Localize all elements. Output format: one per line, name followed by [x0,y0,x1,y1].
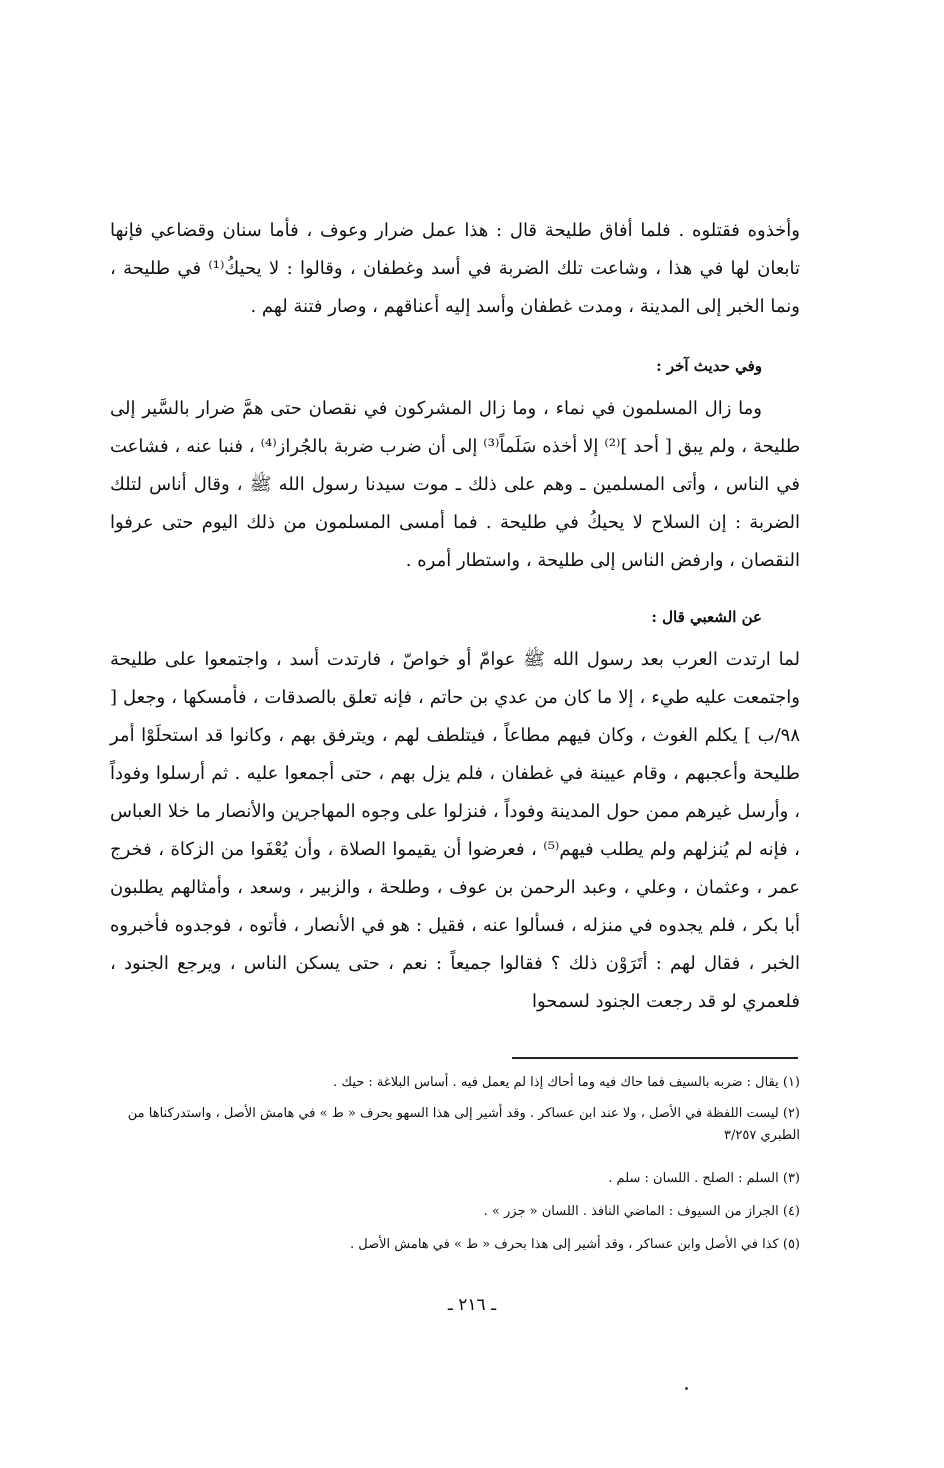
paragraph-1: وأخذوه فقتلوه . فلما أفاق طليحة قال : هذا عمل ضرار وعوف ، فأما سنان وقضاعي فإنها تابعان لها في هذا ، وشاعت تلك الضربة في أسد وغطفان ، وقالوا : لا يحيكُ⁽¹⁾ في طليحة ، ونما الخبر إلى المدينة ، ومدت غطفان وأسد إليه أعناقهم ، وصار فتنة لهم . [110,220,801,317]
body-text-section-3 [110,641,800,1021]
footnote-divider [512,1057,798,1059]
body-text-section-2 [110,390,800,580]
footnote-2: (٢) ليست اللفظة في الأصل ، ولا عند ابن عساكر . وقد أشير إلى هذا السهو بحرف « ط » في هامش الأصل ، واستدركناها من الطبري ٣/٢٥٧ [127,1106,800,1143]
paragraph-2: وما زال المسلمون في نماء ، وما زال المشركون في نقصان حتى همَّ ضرار بالسَّير إلى طليحة ، ولم يبق [ أحد ]⁽²⁾ إلا أخذه سَلَماً⁽³⁾ إلى أن ضرب ضربة بالجُراز⁽⁴⁾ ، فنبا عنه ، فشاعت في الناس ، وأتى المسلمين ـ وهم على ذلك ـ موت سيدنا رسول الله ﷺ ، وقال أناس لتلك الضربة : إن السلاح لا يحيكُ في طليحة . فما أمسى المسلمون من ذلك اليوم حتى عرفوا النقصان ، وارفض الناس إلى طليحة ، واستطار أمره . [110,398,801,571]
footnote-4: (٤) الجراز من السيوف : الماضي النافذ . اللسان « جزر » . [483,1204,800,1219]
body-text-section-1 [110,212,800,326]
footnote-1: (١) يقال : ضربه بالسيف فما حاك فيه وما أحاك إذا لم يعمل فيه . أساس البلاغة : حيك . [333,1075,800,1090]
section-heading-2-container [110,605,800,629]
section-heading-shabi: عن الشعبي قال : [651,608,762,626]
section-heading-1-container [110,354,800,378]
footnote-3: (٣) السلم : الصلح . اللسان : سلم . [608,1171,800,1186]
footnote-5: (٥) كذا في الأصل وابن عساكر ، وقد أشير إلى هذا بحرف « ط » في هامش الأصل . [349,1237,800,1252]
scan-speck [685,1387,688,1390]
section-heading-other-hadith: وفي حديث آخر : [656,357,762,375]
paragraph-3: لما ارتدت العرب بعد رسول الله ﷺ عوامّ أو خواصّ ، فارتدت أسد ، واجتمعوا على طليحة واجتمعت عليه طيء ، إلا ما كان من عدي بن حاتم ، فإنه تعلق بالصدقات ، فأمسكها ، وجعل [ ٩٨/ب ] يكلم الغوث ، وكان فيهم مطاعاً ، فيتلطف لهم ، ويترفق بهم ، وكانوا قد استحلَوْا أمر طليحة وأعجبهم ، وقام عيينة في غطفان ، فلم يزل بهم ، حتى أجمعوا عليه . ثم أرسلوا وفوداً ، وأرسل غيرهم ممن حول المدينة وفوداً ، فنزلوا على وجوه المهاجرين والأنصار ما خلا العباس ، فإنه لم يُنزلهم ولم يطلب فيهم⁽⁵⁾ ، فعرضوا أن يقيموا الصلاة ، وأن يُعْفَوا من الزكاة ، فخرج عمر ، وعثمان ، وعلي ، وعبد الرحمن بن عوف ، وطلحة ، والزبير ، وسعد ، وأمثالهم يطلبون أبا بكر ، فلم يجدوه في منزله ، فسألوا عنه ، فقيل : هو في الأنصار ، فأتوه ، فوجدوه فأخبروه الخبر ، فقال لهم : أتَرَوْن ذلك ؟ فقالوا جميعاً : نعم ، حتى يسكن الناس ، ويرجع الجنود ، فلعمري لو قد رجعت الجنود لسمحوا [110,649,800,1012]
page-number: ـ ٢١٦ ـ [447,1295,497,1315]
